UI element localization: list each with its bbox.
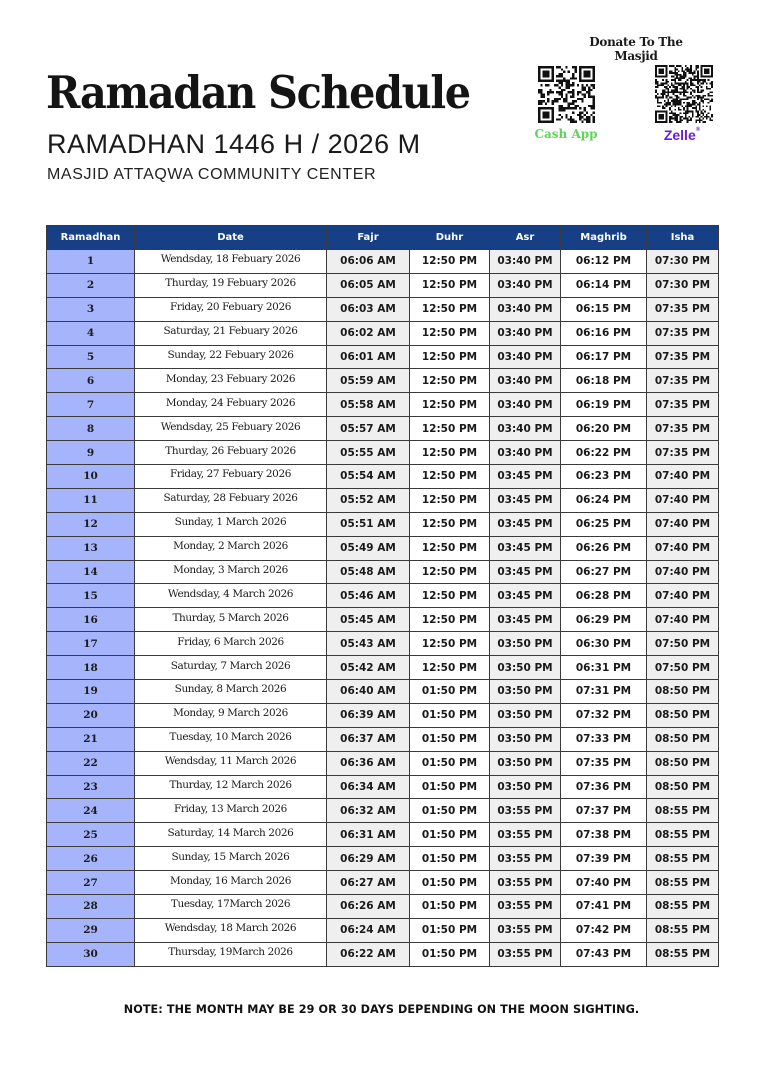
ramadhan-day-cell: 17 bbox=[47, 632, 135, 656]
duhr-time-cell: 12:50 PM bbox=[410, 321, 490, 345]
isha-time-cell: 07:40 PM bbox=[647, 536, 719, 560]
table-row bbox=[47, 584, 719, 608]
maghrib-time-cell: 06:23 PM bbox=[561, 465, 647, 489]
fajr-time-cell: 06:05 AM bbox=[327, 273, 410, 297]
isha-time-cell: 07:40 PM bbox=[647, 465, 719, 489]
maghrib-time-cell: 06:16 PM bbox=[561, 321, 647, 345]
ramadhan-day-cell: 20 bbox=[47, 703, 135, 727]
date-cell: Saturday, 28 Febuary 2026 bbox=[135, 488, 327, 512]
fajr-time-cell: 06:22 AM bbox=[327, 942, 410, 966]
date-cell: Saturday, 7 March 2026 bbox=[135, 656, 327, 680]
table-row bbox=[47, 680, 719, 704]
ramadhan-day-cell: 5 bbox=[47, 345, 135, 369]
table-row bbox=[47, 488, 719, 512]
table-row bbox=[47, 297, 719, 321]
maghrib-time-cell: 06:26 PM bbox=[561, 536, 647, 560]
asr-time-cell: 03:55 PM bbox=[490, 895, 561, 919]
isha-time-cell: 07:40 PM bbox=[647, 488, 719, 512]
asr-time-cell: 03:55 PM bbox=[490, 942, 561, 966]
asr-time-cell: 03:45 PM bbox=[490, 536, 561, 560]
isha-time-cell: 07:40 PM bbox=[647, 608, 719, 632]
isha-time-cell: 08:50 PM bbox=[647, 680, 719, 704]
date-cell: Monday, 2 March 2026 bbox=[135, 536, 327, 560]
ramadhan-day-cell: 27 bbox=[47, 871, 135, 895]
maghrib-time-cell: 06:14 PM bbox=[561, 273, 647, 297]
date-cell: Wendsday, 11 March 2026 bbox=[135, 751, 327, 775]
table-row bbox=[47, 942, 719, 966]
column-header-ramadhan: Ramadhan bbox=[47, 226, 135, 250]
isha-time-cell: 07:40 PM bbox=[647, 584, 719, 608]
ramadhan-day-cell: 25 bbox=[47, 823, 135, 847]
isha-time-cell: 07:35 PM bbox=[647, 441, 719, 465]
cash-app-label: Cash App bbox=[534, 127, 598, 141]
maghrib-time-cell: 06:19 PM bbox=[561, 393, 647, 417]
table-row bbox=[47, 369, 719, 393]
date-cell: Tuesday, 10 March 2026 bbox=[135, 727, 327, 751]
ramadhan-day-cell: 10 bbox=[47, 465, 135, 489]
fajr-time-cell: 05:51 AM bbox=[327, 512, 410, 536]
asr-time-cell: 03:40 PM bbox=[490, 393, 561, 417]
maghrib-time-cell: 06:31 PM bbox=[561, 656, 647, 680]
isha-time-cell: 08:50 PM bbox=[647, 727, 719, 751]
maghrib-time-cell: 07:41 PM bbox=[561, 895, 647, 919]
ramadhan-day-cell: 16 bbox=[47, 608, 135, 632]
asr-time-cell: 03:40 PM bbox=[490, 297, 561, 321]
duhr-time-cell: 01:50 PM bbox=[410, 727, 490, 751]
ramadhan-day-cell: 6 bbox=[47, 369, 135, 393]
table-row bbox=[47, 512, 719, 536]
isha-time-cell: 08:50 PM bbox=[647, 775, 719, 799]
date-cell: Sunday, 22 Febuary 2026 bbox=[135, 345, 327, 369]
duhr-time-cell: 12:50 PM bbox=[410, 369, 490, 393]
ramadhan-day-cell: 9 bbox=[47, 441, 135, 465]
isha-time-cell: 07:30 PM bbox=[647, 273, 719, 297]
table-row bbox=[47, 799, 719, 823]
fajr-time-cell: 06:32 AM bbox=[327, 799, 410, 823]
maghrib-time-cell: 07:38 PM bbox=[561, 823, 647, 847]
ramadhan-day-cell: 2 bbox=[47, 273, 135, 297]
maghrib-time-cell: 07:40 PM bbox=[561, 871, 647, 895]
duhr-time-cell: 01:50 PM bbox=[410, 680, 490, 704]
duhr-time-cell: 01:50 PM bbox=[410, 823, 490, 847]
asr-time-cell: 03:45 PM bbox=[490, 560, 561, 584]
date-cell: Sunday, 15 March 2026 bbox=[135, 847, 327, 871]
duhr-time-cell: 12:50 PM bbox=[410, 512, 490, 536]
isha-time-cell: 07:35 PM bbox=[647, 345, 719, 369]
zelle-label bbox=[652, 127, 712, 143]
fajr-time-cell: 06:02 AM bbox=[327, 321, 410, 345]
table-row bbox=[47, 321, 719, 345]
asr-time-cell: 03:40 PM bbox=[490, 441, 561, 465]
duhr-time-cell: 12:50 PM bbox=[410, 560, 490, 584]
isha-time-cell: 07:40 PM bbox=[647, 560, 719, 584]
fajr-time-cell: 06:03 AM bbox=[327, 297, 410, 321]
asr-time-cell: 03:40 PM bbox=[490, 321, 561, 345]
date-cell: Thurday, 12 March 2026 bbox=[135, 775, 327, 799]
date-cell: Thurday, 5 March 2026 bbox=[135, 608, 327, 632]
duhr-time-cell: 12:50 PM bbox=[410, 441, 490, 465]
fajr-time-cell: 05:54 AM bbox=[327, 465, 410, 489]
asr-time-cell: 03:45 PM bbox=[490, 512, 561, 536]
fajr-time-cell: 05:59 AM bbox=[327, 369, 410, 393]
fajr-time-cell: 06:01 AM bbox=[327, 345, 410, 369]
duhr-time-cell: 12:50 PM bbox=[410, 656, 490, 680]
asr-time-cell: 03:45 PM bbox=[490, 584, 561, 608]
fajr-time-cell: 06:36 AM bbox=[327, 751, 410, 775]
maghrib-time-cell: 07:37 PM bbox=[561, 799, 647, 823]
date-cell: Monday, 3 March 2026 bbox=[135, 560, 327, 584]
maghrib-time-cell: 07:33 PM bbox=[561, 727, 647, 751]
isha-time-cell: 07:30 PM bbox=[647, 250, 719, 274]
duhr-time-cell: 12:50 PM bbox=[410, 632, 490, 656]
duhr-time-cell: 01:50 PM bbox=[410, 775, 490, 799]
ramadhan-day-cell: 14 bbox=[47, 560, 135, 584]
asr-time-cell: 03:55 PM bbox=[490, 799, 561, 823]
date-cell: Sunday, 1 March 2026 bbox=[135, 512, 327, 536]
table-row bbox=[47, 871, 719, 895]
ramadhan-day-cell: 19 bbox=[47, 680, 135, 704]
date-cell: Sunday, 8 March 2026 bbox=[135, 680, 327, 704]
duhr-time-cell: 12:50 PM bbox=[410, 273, 490, 297]
ramadhan-day-cell: 26 bbox=[47, 847, 135, 871]
asr-time-cell: 03:50 PM bbox=[490, 751, 561, 775]
duhr-time-cell: 01:50 PM bbox=[410, 871, 490, 895]
maghrib-time-cell: 06:30 PM bbox=[561, 632, 647, 656]
date-cell: Monday, 24 Febuary 2026 bbox=[135, 393, 327, 417]
page-title: Ramadan Schedule bbox=[46, 66, 470, 119]
isha-time-cell: 07:35 PM bbox=[647, 393, 719, 417]
date-cell: Thurday, 26 Febuary 2026 bbox=[135, 441, 327, 465]
maghrib-time-cell: 06:25 PM bbox=[561, 512, 647, 536]
column-header-fajr: Fajr bbox=[327, 226, 410, 250]
table-row bbox=[47, 656, 719, 680]
table-row bbox=[47, 417, 719, 441]
fajr-time-cell: 05:58 AM bbox=[327, 393, 410, 417]
ramadhan-day-cell: 30 bbox=[47, 942, 135, 966]
ramadhan-day-cell: 22 bbox=[47, 751, 135, 775]
asr-time-cell: 03:55 PM bbox=[490, 847, 561, 871]
table-row bbox=[47, 751, 719, 775]
maghrib-time-cell: 06:24 PM bbox=[561, 488, 647, 512]
duhr-time-cell: 01:50 PM bbox=[410, 942, 490, 966]
maghrib-time-cell: 07:43 PM bbox=[561, 942, 647, 966]
date-cell: Friday, 20 Febuary 2026 bbox=[135, 297, 327, 321]
maghrib-time-cell: 06:22 PM bbox=[561, 441, 647, 465]
date-cell: Friday, 6 March 2026 bbox=[135, 632, 327, 656]
asr-time-cell: 03:45 PM bbox=[490, 488, 561, 512]
date-cell: Friday, 27 Febuary 2026 bbox=[135, 465, 327, 489]
fajr-time-cell: 05:45 AM bbox=[327, 608, 410, 632]
fajr-time-cell: 06:24 AM bbox=[327, 918, 410, 942]
isha-time-cell: 08:55 PM bbox=[647, 799, 719, 823]
table-row bbox=[47, 727, 719, 751]
fajr-time-cell: 06:37 AM bbox=[327, 727, 410, 751]
fajr-time-cell: 06:40 AM bbox=[327, 680, 410, 704]
ramadhan-day-cell: 11 bbox=[47, 488, 135, 512]
asr-time-cell: 03:55 PM bbox=[490, 918, 561, 942]
table-header-row bbox=[47, 226, 719, 250]
date-cell: Wendsday, 18 March 2026 bbox=[135, 918, 327, 942]
asr-time-cell: 03:50 PM bbox=[490, 775, 561, 799]
asr-time-cell: 03:45 PM bbox=[490, 608, 561, 632]
date-cell: Monday, 23 Febuary 2026 bbox=[135, 369, 327, 393]
asr-time-cell: 03:40 PM bbox=[490, 345, 561, 369]
ramadhan-day-cell: 3 bbox=[47, 297, 135, 321]
duhr-time-cell: 12:50 PM bbox=[410, 465, 490, 489]
date-cell: Monday, 16 March 2026 bbox=[135, 871, 327, 895]
date-cell: Thurday, 19 Febuary 2026 bbox=[135, 273, 327, 297]
isha-time-cell: 08:55 PM bbox=[647, 847, 719, 871]
asr-time-cell: 03:55 PM bbox=[490, 823, 561, 847]
isha-time-cell: 07:35 PM bbox=[647, 369, 719, 393]
table-row bbox=[47, 441, 719, 465]
duhr-time-cell: 01:50 PM bbox=[410, 751, 490, 775]
asr-time-cell: 03:50 PM bbox=[490, 680, 561, 704]
ramadhan-day-cell: 18 bbox=[47, 656, 135, 680]
maghrib-time-cell: 06:20 PM bbox=[561, 417, 647, 441]
isha-time-cell: 07:50 PM bbox=[647, 632, 719, 656]
ramadhan-day-cell: 1 bbox=[47, 250, 135, 274]
ramadhan-day-cell: 24 bbox=[47, 799, 135, 823]
maghrib-time-cell: 06:18 PM bbox=[561, 369, 647, 393]
table-row bbox=[47, 608, 719, 632]
column-header-duhr: Duhr bbox=[410, 226, 490, 250]
date-cell: Friday, 13 March 2026 bbox=[135, 799, 327, 823]
table-row bbox=[47, 703, 719, 727]
asr-time-cell: 03:55 PM bbox=[490, 871, 561, 895]
registered-mark: ® bbox=[695, 127, 701, 133]
ramadhan-day-cell: 8 bbox=[47, 417, 135, 441]
fajr-time-cell: 05:48 AM bbox=[327, 560, 410, 584]
column-header-asr: Asr bbox=[490, 226, 561, 250]
date-cell: Thursday, 19March 2026 bbox=[135, 942, 327, 966]
duhr-time-cell: 12:50 PM bbox=[410, 297, 490, 321]
table-row bbox=[47, 250, 719, 274]
fajr-time-cell: 06:06 AM bbox=[327, 250, 410, 274]
isha-time-cell: 07:50 PM bbox=[647, 656, 719, 680]
duhr-time-cell: 12:50 PM bbox=[410, 393, 490, 417]
fajr-time-cell: 05:55 AM bbox=[327, 441, 410, 465]
isha-time-cell: 08:55 PM bbox=[647, 918, 719, 942]
ramadhan-day-cell: 4 bbox=[47, 321, 135, 345]
maghrib-time-cell: 07:31 PM bbox=[561, 680, 647, 704]
duhr-time-cell: 01:50 PM bbox=[410, 799, 490, 823]
isha-time-cell: 07:40 PM bbox=[647, 512, 719, 536]
ramadhan-day-cell: 28 bbox=[47, 895, 135, 919]
fajr-time-cell: 06:39 AM bbox=[327, 703, 410, 727]
duhr-time-cell: 12:50 PM bbox=[410, 417, 490, 441]
ramadhan-day-cell: 12 bbox=[47, 512, 135, 536]
asr-time-cell: 03:40 PM bbox=[490, 369, 561, 393]
duhr-time-cell: 12:50 PM bbox=[410, 488, 490, 512]
maghrib-time-cell: 07:32 PM bbox=[561, 703, 647, 727]
isha-time-cell: 08:55 PM bbox=[647, 823, 719, 847]
asr-time-cell: 03:40 PM bbox=[490, 417, 561, 441]
ramadhan-day-cell: 23 bbox=[47, 775, 135, 799]
table-row bbox=[47, 273, 719, 297]
date-cell: Wendsday, 25 Febuary 2026 bbox=[135, 417, 327, 441]
asr-time-cell: 03:50 PM bbox=[490, 632, 561, 656]
duhr-time-cell: 12:50 PM bbox=[410, 584, 490, 608]
isha-time-cell: 07:35 PM bbox=[647, 297, 719, 321]
donate-heading: Donate To The Masjid bbox=[589, 35, 683, 63]
ramadhan-day-cell: 29 bbox=[47, 918, 135, 942]
fajr-time-cell: 05:42 AM bbox=[327, 656, 410, 680]
duhr-time-cell: 01:50 PM bbox=[410, 895, 490, 919]
table-row bbox=[47, 536, 719, 560]
fajr-time-cell: 05:52 AM bbox=[327, 488, 410, 512]
maghrib-time-cell: 07:42 PM bbox=[561, 918, 647, 942]
column-header-isha: Isha bbox=[647, 226, 719, 250]
table-row bbox=[47, 918, 719, 942]
maghrib-time-cell: 06:28 PM bbox=[561, 584, 647, 608]
maghrib-time-cell: 07:35 PM bbox=[561, 751, 647, 775]
page-subtitle: RAMADHAN 1446 H / 2026 M bbox=[47, 129, 421, 159]
ramadhan-day-cell: 21 bbox=[47, 727, 135, 751]
table-row bbox=[47, 895, 719, 919]
zelle-label-text: Zelle bbox=[663, 127, 696, 143]
isha-time-cell: 08:55 PM bbox=[647, 895, 719, 919]
fajr-time-cell: 05:43 AM bbox=[327, 632, 410, 656]
fajr-time-cell: 06:34 AM bbox=[327, 775, 410, 799]
table-row bbox=[47, 775, 719, 799]
prayer-schedule-table bbox=[46, 225, 719, 967]
maghrib-time-cell: 07:36 PM bbox=[561, 775, 647, 799]
maghrib-time-cell: 06:12 PM bbox=[561, 250, 647, 274]
duhr-time-cell: 01:50 PM bbox=[410, 847, 490, 871]
duhr-time-cell: 01:50 PM bbox=[410, 703, 490, 727]
fajr-time-cell: 06:27 AM bbox=[327, 871, 410, 895]
ramadhan-day-cell: 15 bbox=[47, 584, 135, 608]
duhr-time-cell: 12:50 PM bbox=[410, 536, 490, 560]
date-cell: Wendsday, 18 Febuary 2026 bbox=[135, 250, 327, 274]
duhr-time-cell: 12:50 PM bbox=[410, 250, 490, 274]
fajr-time-cell: 05:46 AM bbox=[327, 584, 410, 608]
asr-time-cell: 03:40 PM bbox=[490, 273, 561, 297]
maghrib-time-cell: 06:17 PM bbox=[561, 345, 647, 369]
table-row bbox=[47, 345, 719, 369]
asr-time-cell: 03:50 PM bbox=[490, 727, 561, 751]
date-cell: Wendsday, 4 March 2026 bbox=[135, 584, 327, 608]
asr-time-cell: 03:50 PM bbox=[490, 656, 561, 680]
table-row bbox=[47, 847, 719, 871]
isha-time-cell: 08:50 PM bbox=[647, 751, 719, 775]
date-cell: Saturday, 21 Febuary 2026 bbox=[135, 321, 327, 345]
maghrib-time-cell: 07:39 PM bbox=[561, 847, 647, 871]
duhr-time-cell: 12:50 PM bbox=[410, 608, 490, 632]
maghrib-time-cell: 06:15 PM bbox=[561, 297, 647, 321]
maghrib-time-cell: 06:27 PM bbox=[561, 560, 647, 584]
fajr-time-cell: 06:26 AM bbox=[327, 895, 410, 919]
date-cell: Saturday, 14 March 2026 bbox=[135, 823, 327, 847]
asr-time-cell: 03:50 PM bbox=[490, 703, 561, 727]
table-row bbox=[47, 823, 719, 847]
table-row bbox=[47, 465, 719, 489]
isha-time-cell: 08:55 PM bbox=[647, 871, 719, 895]
cash-app-qr-code-icon[interactable] bbox=[538, 66, 595, 123]
ramadhan-day-cell: 13 bbox=[47, 536, 135, 560]
isha-time-cell: 08:55 PM bbox=[647, 942, 719, 966]
asr-time-cell: 03:40 PM bbox=[490, 250, 561, 274]
fajr-time-cell: 05:57 AM bbox=[327, 417, 410, 441]
table-row bbox=[47, 560, 719, 584]
isha-time-cell: 08:50 PM bbox=[647, 703, 719, 727]
fajr-time-cell: 06:31 AM bbox=[327, 823, 410, 847]
table-row bbox=[47, 393, 719, 417]
date-cell: Tuesday, 17March 2026 bbox=[135, 895, 327, 919]
organization-name: MASJID ATTAQWA COMMUNITY CENTER bbox=[47, 166, 377, 183]
isha-time-cell: 07:35 PM bbox=[647, 321, 719, 345]
duhr-time-cell: 12:50 PM bbox=[410, 345, 490, 369]
maghrib-time-cell: 06:29 PM bbox=[561, 608, 647, 632]
fajr-time-cell: 05:49 AM bbox=[327, 536, 410, 560]
date-cell: Monday, 9 March 2026 bbox=[135, 703, 327, 727]
zelle-qr-code-icon[interactable] bbox=[655, 65, 713, 123]
duhr-time-cell: 01:50 PM bbox=[410, 918, 490, 942]
table-row bbox=[47, 632, 719, 656]
ramadhan-day-cell: 7 bbox=[47, 393, 135, 417]
asr-time-cell: 03:45 PM bbox=[490, 465, 561, 489]
moon-sighting-note: NOTE: THE MONTH MAY BE 29 OR 30 DAYS DEPENDING ON THE MOON SIGHTING. bbox=[123, 1003, 640, 1016]
isha-time-cell: 07:35 PM bbox=[647, 417, 719, 441]
column-header-maghrib: Maghrib bbox=[561, 226, 647, 250]
column-header-date: Date bbox=[135, 226, 327, 250]
fajr-time-cell: 06:29 AM bbox=[327, 847, 410, 871]
